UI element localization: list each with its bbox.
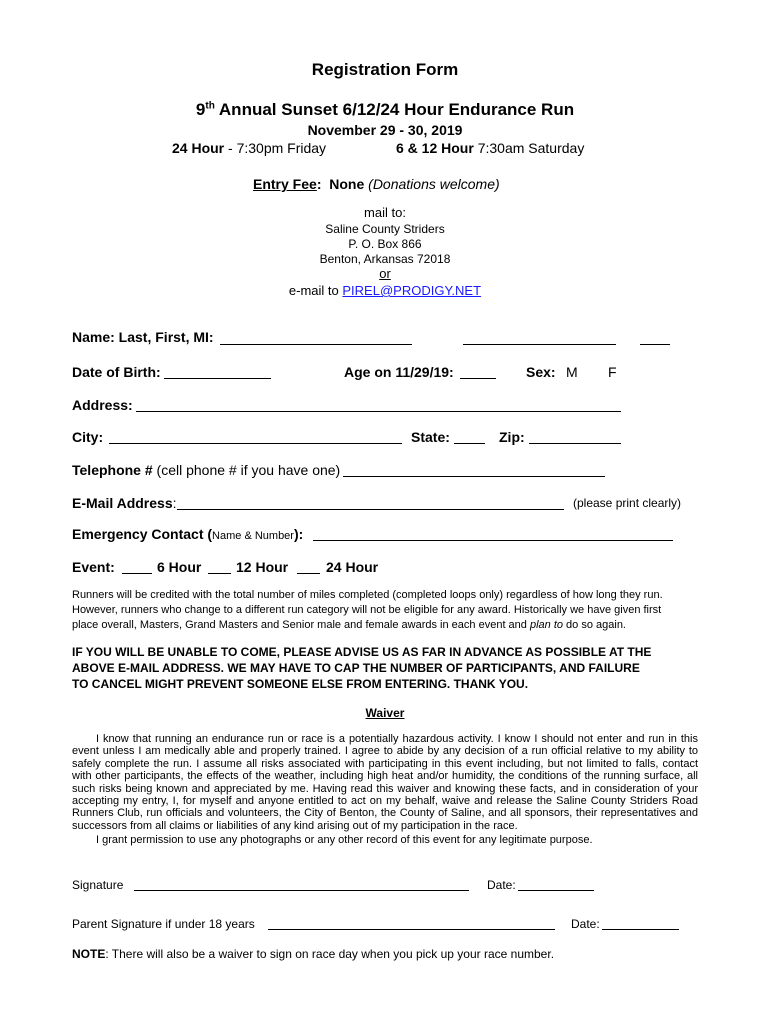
address-field[interactable] [136, 411, 621, 412]
note-label: NOTE [72, 947, 106, 961]
email-field[interactable] [177, 509, 564, 510]
city-label: City: [72, 429, 104, 445]
race-day-note [72, 947, 554, 961]
event-6-hour-label: 6 Hour [157, 559, 202, 575]
event-12-hour-label: 12 Hour [236, 559, 289, 575]
event-title [0, 100, 770, 120]
entry-fee-note: (Donations welcome) [368, 176, 500, 192]
event-label: Event: [72, 559, 115, 575]
email-link[interactable]: PIREL@PRODIGY.NET [342, 283, 482, 298]
credit-text-line-2: However, runners who change to a different run category will not be eligible for any award. Historically we have given first [72, 604, 662, 616]
emergency-label-end: ): [293, 526, 304, 542]
sex-option-m[interactable]: M [566, 364, 578, 380]
emergency-label-text: Emergency Contact ( [72, 526, 213, 542]
event-number-suffix: th [205, 100, 215, 112]
age-label: Age on 11/29/19: [344, 364, 454, 380]
state-label: State: [411, 429, 450, 445]
emergency-field[interactable] [313, 540, 673, 541]
note-text: : There will also be a waiver to sign on race day when you pick up your race number. [105, 947, 555, 961]
event-name: Annual Sunset 6/12/24 Hour Endurance Run [214, 100, 575, 119]
sex-option-f[interactable]: F [608, 364, 617, 380]
parent-date-field[interactable] [602, 929, 679, 930]
email-label [72, 495, 177, 511]
name-mi-field[interactable] [640, 344, 670, 345]
mail-address-line-3: Benton, Arkansas 72018 [319, 252, 451, 266]
credit-text-3a: place overall, Masters, Grand Masters and Senior male and female awards in each event and [72, 619, 530, 631]
address-label: Address: [72, 397, 133, 413]
page-title: Registration Form [311, 60, 459, 79]
event-24-hour-label: 24 Hour [326, 559, 379, 575]
phone-label-text: Telephone # [72, 462, 153, 478]
entry-fee-colon: : [316, 176, 322, 192]
name-first-field[interactable] [463, 344, 616, 345]
event-12-hour-check[interactable] [208, 573, 231, 574]
email-line [0, 283, 770, 298]
signature-label: Signature [72, 878, 124, 892]
signature-field[interactable] [134, 890, 469, 891]
sex-label: Sex: [526, 364, 556, 380]
or-separator: or [379, 266, 391, 281]
event-dates: November 29 - 30, 2019 [307, 122, 463, 138]
zip-field[interactable] [529, 443, 621, 444]
name-label: Name: Last, First, MI: [72, 329, 214, 345]
notice-line-1: IF YOU WILL BE UNABLE TO COME, PLEASE ADVISE US AS FAR IN ADVANCE AS POSSIBLE AT THE [72, 645, 652, 659]
parent-date-label: Date: [571, 917, 600, 931]
phone-note: (cell phone # if you have one) [152, 462, 341, 478]
waiver-text: I know that running an endurance run or race is a potentially hazardous activity. I know I should not enter and run in this event unless I am medically able and properly trained. I agree to abide by any decision of a run official relative to my ability to safely complete the run. I assume all risks associated with participating in this event including, but not limited to falls, contact with other participants, the effects of the weather, including high heat and/or humidity, the conditions of the running surface, all such risks being known and appreciated by me. Having read this waiver and knowing these facts, and in consideration of your accepting my entry, I, for myself and anyone entitled to act on my behalf, waive and release the Saline County Striders Road Runners Club, run officials and volunteers, the City of Benton, the County of Saline, and all sponsors, their representatives and successors from all claims or liabilities of any kind arising out of my participation in the race. [72, 733, 698, 832]
mail-address-line-2: P. O. Box 866 [348, 237, 422, 251]
dob-label: Date of Birth: [72, 364, 161, 380]
dob-field[interactable] [164, 378, 271, 379]
city-field[interactable] [109, 443, 402, 444]
age-field[interactable] [460, 378, 496, 379]
signature-date-field[interactable] [518, 890, 594, 891]
zip-label: Zip: [499, 429, 525, 445]
parent-signature-field[interactable] [268, 929, 555, 930]
email-note: (please print clearly) [573, 496, 682, 510]
event-6-hour-check[interactable] [122, 573, 152, 574]
credit-text-3b: plan to [529, 619, 563, 631]
notice-line-2: ABOVE E-MAIL ADDRESS. WE MAY HAVE TO CAP THE NUMBER OF PARTICIPANTS, AND FAILURE [72, 661, 640, 675]
email-prefix: e-mail to [288, 283, 343, 298]
name-last-field[interactable] [220, 344, 412, 345]
schedule-24-hour [172, 140, 326, 156]
event-number: 9 [195, 100, 206, 119]
credit-text-3c: do so again. [563, 619, 626, 631]
credit-text-line-3 [72, 619, 626, 631]
schedule-6-12-hour [396, 140, 584, 156]
event-24-hour-check[interactable] [297, 573, 320, 574]
waiver-heading: Waiver [365, 706, 405, 720]
credit-text-line-1: Runners will be credited with the total number of miles completed (completed loops only) regardless of how long they run. [72, 589, 663, 601]
email-label-colon: : [172, 495, 177, 511]
emergency-label-small: Name & Number [212, 530, 294, 542]
entry-fee-label: Entry Fee [253, 176, 317, 192]
photo-permission: I grant permission to use any photographs or any other record of this event for any legitimate purpose. [96, 834, 593, 846]
schedule-24-label: 24 Hour [172, 140, 225, 156]
mail-to-label: mail to: [364, 205, 406, 220]
signature-date-label: Date: [487, 878, 516, 892]
mail-address-line-1: Saline County Striders [325, 222, 445, 236]
phone-field[interactable] [343, 476, 605, 477]
entry-fee-value: None [329, 176, 365, 192]
emergency-label [72, 526, 303, 542]
schedule-6-12-time: 7:30am Saturday [473, 140, 585, 156]
state-field[interactable] [454, 443, 485, 444]
parent-signature-label: Parent Signature if under 18 years [72, 917, 255, 931]
phone-label [72, 462, 340, 478]
entry-fee [253, 176, 500, 192]
email-label-text: E-Mail Address [72, 495, 173, 511]
schedule-24-time: - 7:30pm Friday [224, 140, 327, 156]
notice-line-3: TO CANCEL MIGHT PREVENT SOMEONE ELSE FROM ENTERING. THANK YOU. [72, 677, 529, 691]
schedule-6-12-label: 6 & 12 Hour [396, 140, 474, 156]
